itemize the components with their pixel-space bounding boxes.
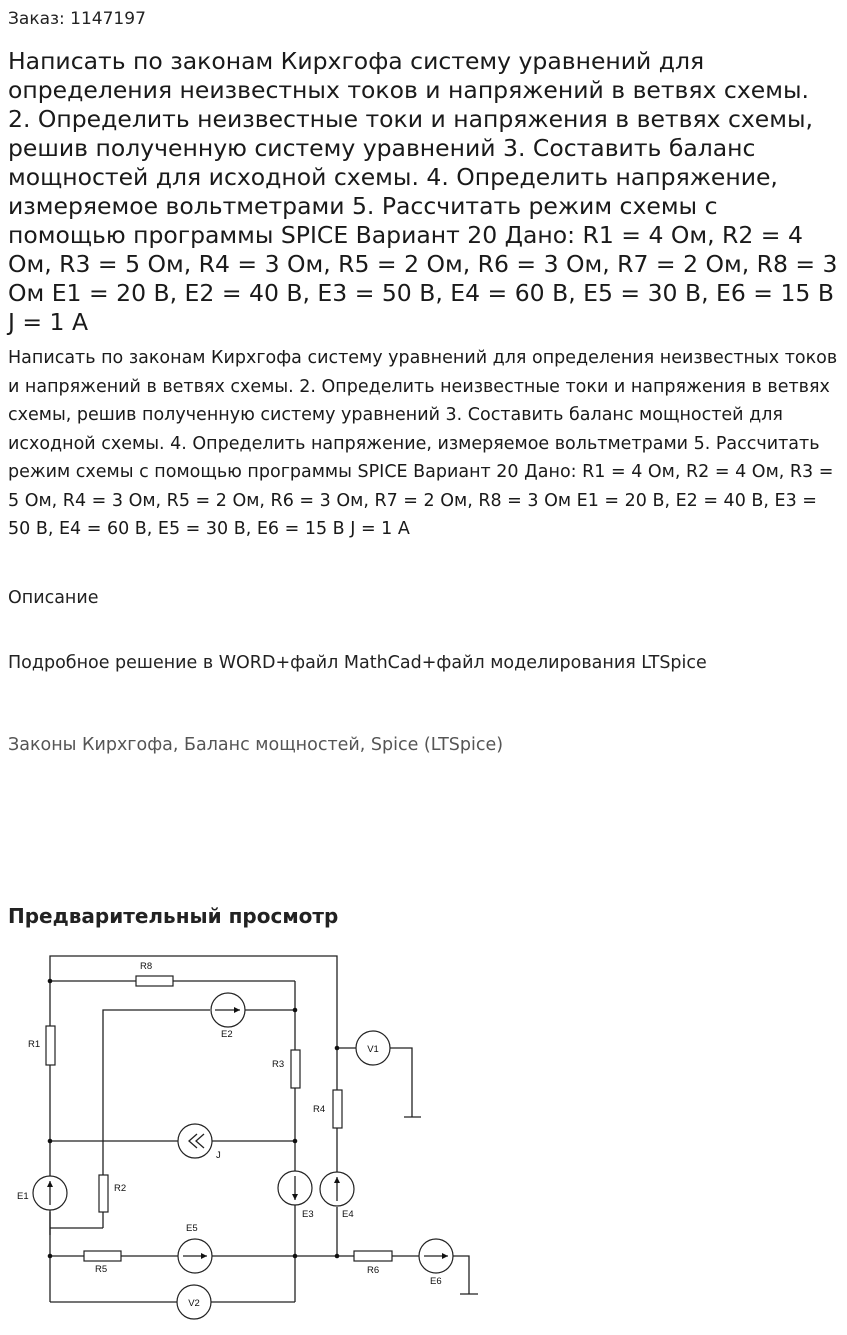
label-e2: E2	[221, 1029, 233, 1040]
label-e1: E1	[17, 1191, 29, 1202]
preview-heading: Предварительный просмотр	[8, 904, 339, 928]
label-r2: R2	[114, 1183, 127, 1194]
label-r8-top: R8	[140, 961, 153, 972]
resistor-r6	[354, 1251, 392, 1261]
source-e3	[278, 1171, 312, 1205]
label-e3: E3	[302, 1209, 314, 1220]
source-e4	[320, 1172, 354, 1206]
source-e5	[178, 1239, 212, 1273]
label-r3: R3	[272, 1059, 285, 1070]
label-e5: E5	[186, 1223, 198, 1234]
tags: Законы Кирхгофа, Баланс мощностей, Spice (LTSpice)	[8, 735, 504, 755]
label-r4: R4	[313, 1104, 326, 1115]
description-heading: Описание	[8, 588, 99, 608]
resistor-r8-top	[136, 976, 173, 986]
source-e6	[419, 1239, 453, 1273]
label-e4: E4	[342, 1209, 354, 1220]
resistor-r3	[291, 1050, 300, 1088]
circuit-schematic	[0, 935, 500, 1325]
circuit-wires	[50, 956, 478, 1302]
solution-details: Подробное решение в WORD+файл MathCad+файл моделирования LTSpice	[8, 653, 707, 673]
voltmeter-v2	[177, 1285, 211, 1319]
resistor-r5	[84, 1251, 121, 1261]
label-j: J	[216, 1150, 221, 1161]
source-e1	[33, 1176, 67, 1210]
label-v2-inner: V2	[188, 1298, 200, 1309]
label-v1-inner: V1	[367, 1044, 379, 1055]
resistor-r1	[46, 1026, 55, 1065]
page-title: Написать по законам Кирхгофа систему уравнений для определения неизвестных токов и напряжений в ветвях схемы. 2. Определить неизвестные токи и напряжения в ветвях схемы, решив полученную систему уравнений 3. Составить баланс мощностей для исходной схемы. 4. Определить напряжение, измеряемое вольтметрами 5. Рассчитать режим схемы с помощью программы SPICE Вариант 20 Дано: R1 = 4 Ом, R2 = 4 Ом, R3 = 5 Ом, R4 = 3 Ом, R5 = 2 Ом, R6 = 3 Ом, R7 = 2 Ом, R8 = 3 Ом E1 = 20 В, E2 = 40 В, E3 = 50 В, E4 = 60 В, E5 = 30 В, E6 = 15 В J = 1 А	[8, 47, 838, 336]
label-r1: R1	[28, 1039, 41, 1050]
label-r5: R5	[95, 1264, 108, 1275]
label-r6: R6	[367, 1265, 380, 1276]
task-description: Написать по законам Кирхгофа систему уравнений для определения неизвестных токов и напряжений в ветвях схемы. 2. Определить неизвестные токи и напряжения в ветвях схемы, решив полученную систему уравнений 3. Составить баланс мощностей для исходной схемы. 4. Определить напряжение, измеряемое вольтметрами 5. Рассчитать режим схемы с помощью программы SPICE Вариант 20 Дано: R1 = 4 Ом, R2 = 4 Ом, R3 = 5 Ом, R4 = 3 Ом, R5 = 2 Ом, R6 = 3 Ом, R7 = 2 Ом, R8 = 3 Ом E1 = 20 В, E2 = 40 В, E3 = 50 В, E4 = 60 В, E5 = 30 В, E6 = 15 В J = 1 А	[8, 348, 838, 539]
order-number: Заказ: 1147197	[8, 9, 146, 29]
resistor-r4	[333, 1090, 342, 1128]
resistor-r2	[99, 1175, 108, 1212]
voltmeter-v1	[356, 1031, 390, 1065]
source-e2	[211, 993, 245, 1027]
current-source-j	[178, 1124, 212, 1158]
label-e6: E6	[430, 1276, 442, 1287]
